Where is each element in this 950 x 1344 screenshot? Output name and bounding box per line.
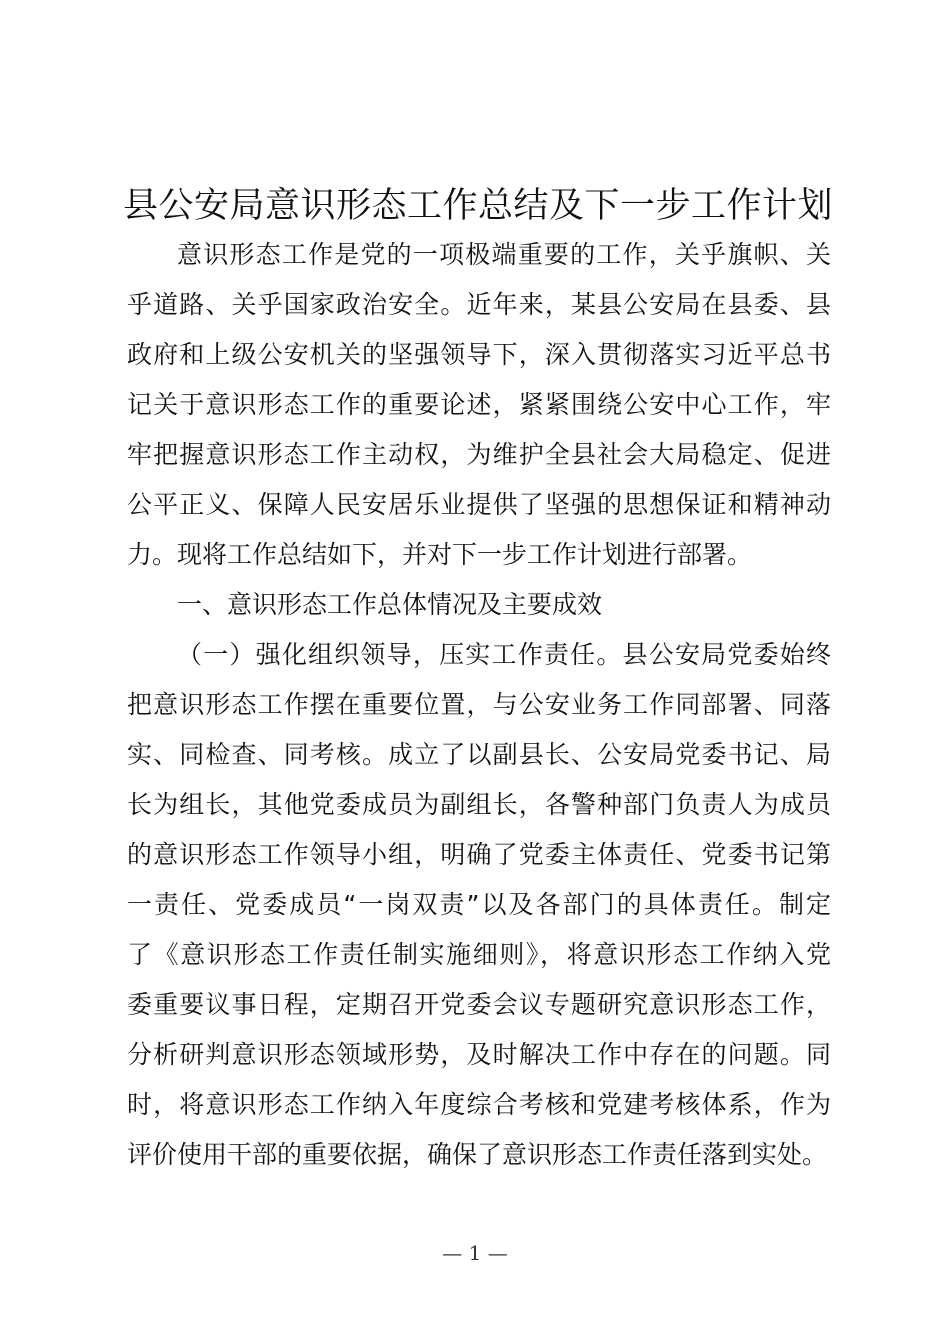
document-title: 县公安局意识形态工作总结及下一步工作计划 bbox=[122, 186, 833, 226]
body-line: 意识形态工作是党的一项极端重要的工作，关乎旗帜、关 bbox=[177, 240, 831, 269]
body-line: 公平正义、保障人民安居乐业提供了坚强的思想保证和精神动 bbox=[127, 490, 831, 519]
body-line: 一责任、党委成员“一岗双责”以及各部门的具体责任。制定 bbox=[127, 890, 831, 919]
body-line: 乎道路、关乎国家政治安全。近年来，某县公安局在县委、县 bbox=[127, 290, 831, 319]
body-line: 的意识形态工作领导小组，明确了党委主体责任、党委书记第 bbox=[127, 840, 831, 869]
body-line: 实、同检查、同考核。成立了以副县长、公安局党委书记、局 bbox=[127, 740, 831, 769]
body-line: 分析研判意识形态领域形势，及时解决工作中存在的问题。同 bbox=[127, 1040, 831, 1069]
body-line: 时，将意识形态工作纳入年度综合考核和党建考核体系，作为 bbox=[127, 1090, 831, 1119]
body-line: 政府和上级公安机关的坚强领导下，深入贯彻落实习近平总书 bbox=[127, 340, 831, 369]
page-number: — 1 — bbox=[442, 1241, 508, 1265]
body-line: 力。现将工作总结如下，并对下一步工作计划进行部署。 bbox=[127, 540, 753, 569]
document-body bbox=[127, 230, 831, 1180]
body-line: 把意识形态工作摆在重要位置，与公安业务工作同部署、同落 bbox=[127, 690, 831, 719]
body-line: 长为组长，其他党委成员为副组长，各警种部门负责人为成员 bbox=[127, 790, 831, 819]
body-line: （一）强化组织领导，压实工作责任。县公安局党委始终 bbox=[177, 640, 831, 669]
body-line: 记关于意识形态工作的重要论述，紧紧围绕公安中心工作，牢 bbox=[127, 390, 831, 419]
body-line: 牢把握意识形态工作主动权，为维护全县社会大局稳定、促进 bbox=[127, 440, 831, 469]
body-line: 了《意识形态工作责任制实施细则》，将意识形态工作纳入党 bbox=[127, 940, 831, 969]
body-line: 委重要议事日程，定期召开党委会议专题研究意识形态工作， bbox=[127, 990, 831, 1019]
body-line: 评价使用干部的重要依据，确保了意识形态工作责任落到实处。 bbox=[127, 1140, 828, 1169]
section-heading: 一、意识形态工作总体情况及主要成效 bbox=[177, 590, 603, 619]
